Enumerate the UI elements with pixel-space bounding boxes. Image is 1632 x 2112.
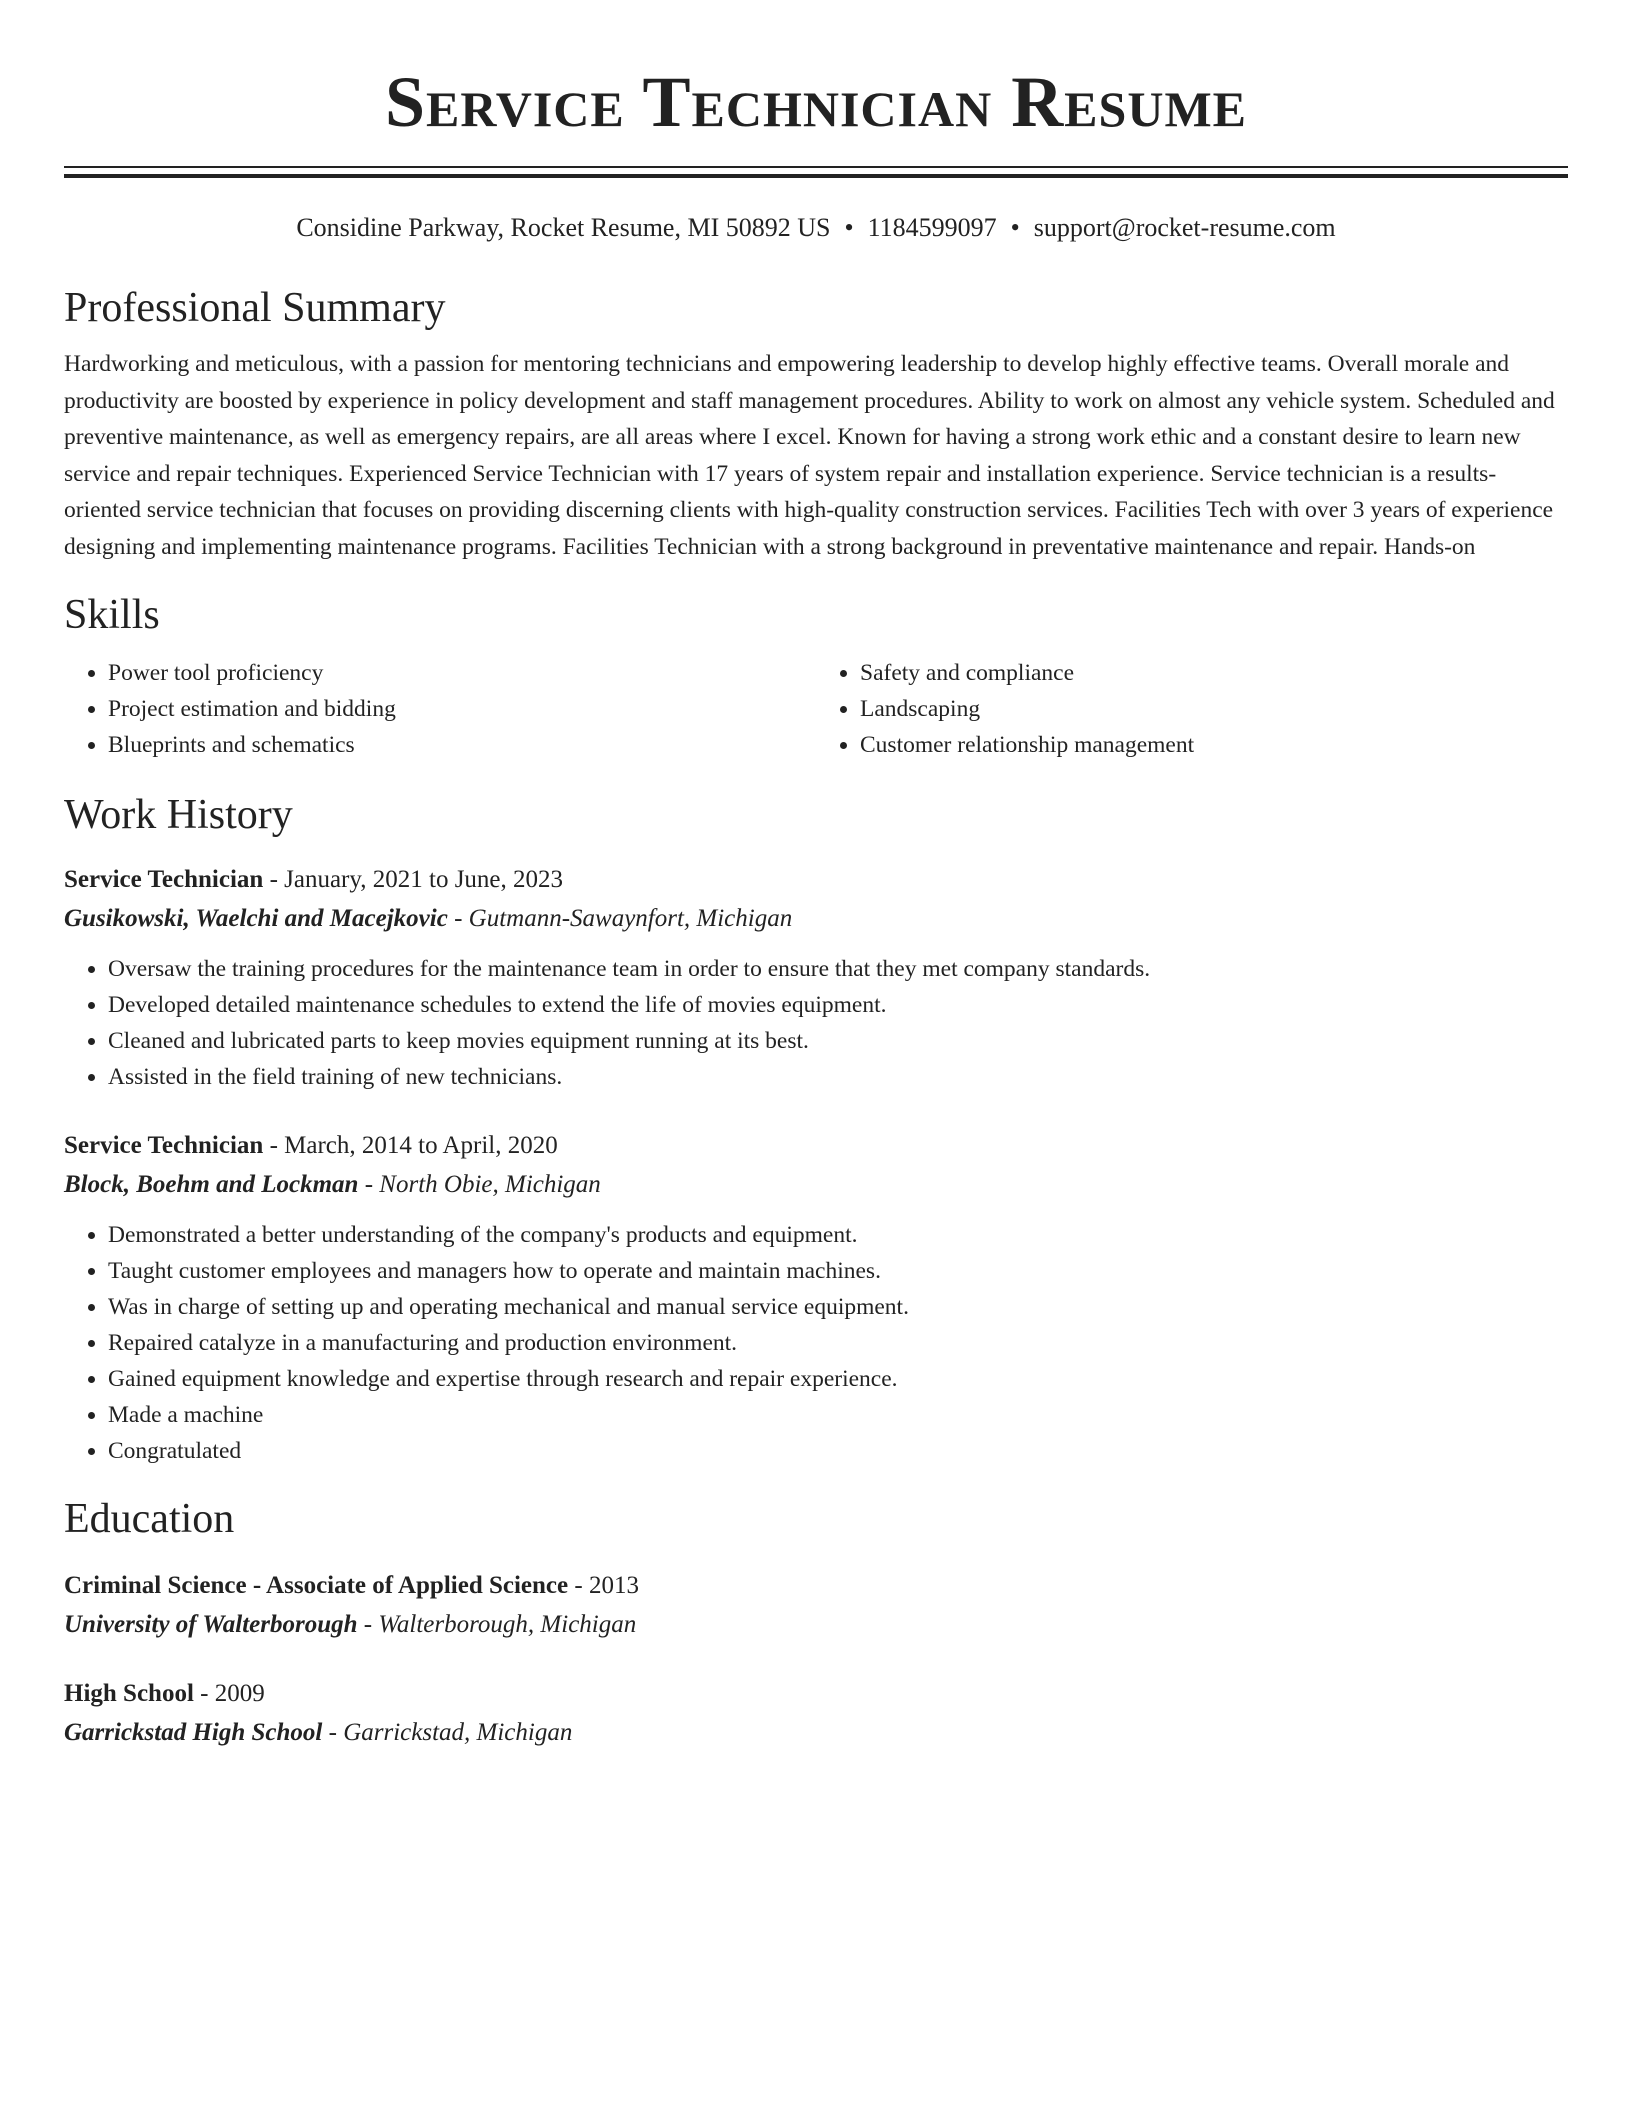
contact-address: Considine Parkway, Rocket Resume, MI 50892 US xyxy=(296,213,831,242)
summary-section xyxy=(64,280,1568,565)
skills-heading: Skills xyxy=(64,592,160,638)
job-company-line xyxy=(64,899,1568,939)
list-item: • Was in charge of setting up and operating mechanical and manual service equipment. xyxy=(108,1289,1568,1325)
skill-item: • Customer relationship management xyxy=(860,727,1568,763)
list-item: • Demonstrated a better understanding of the company's products and equipment. xyxy=(108,1217,1568,1253)
page-title: Service Technician Resume xyxy=(385,62,1247,142)
skill-item: • Project estimation and bidding xyxy=(108,691,816,727)
school-name: Garrickstad High School xyxy=(64,1719,323,1746)
list-item: • Repaired catalyze in a manufacturing and production environment. xyxy=(108,1325,1568,1361)
degree: Criminal Science - Associate of Applied Science xyxy=(64,1572,569,1599)
school-location: - Walterborough, Michigan xyxy=(357,1611,637,1638)
contact-phone: 1184599097 xyxy=(867,213,997,242)
degree: High School xyxy=(64,1680,194,1707)
list-item: • Oversaw the training procedures for the maintenance team in order to ensure that they met company standards. xyxy=(108,951,1568,987)
skill-item: • Power tool proficiency xyxy=(108,655,816,691)
job-title: Service Technician xyxy=(64,866,264,893)
job-dates: - January, 2021 to June, 2023 xyxy=(263,866,564,893)
job-entry xyxy=(64,1127,1568,1469)
skills-list-right xyxy=(816,655,1568,763)
skill-item: • Landscaping xyxy=(860,691,1568,727)
skills-columns xyxy=(64,655,1568,763)
list-item: • Made a machine xyxy=(108,1397,1568,1433)
education-entry xyxy=(64,1567,1568,1645)
education-entry xyxy=(64,1675,1568,1753)
skill-item: • Blueprints and schematics xyxy=(108,727,816,763)
education-section xyxy=(64,1491,1568,1753)
work-history-heading: Work History xyxy=(64,792,293,838)
job-dates: - March, 2014 to April, 2020 xyxy=(263,1132,558,1159)
school-line xyxy=(64,1713,1568,1753)
job-title-line xyxy=(64,861,1568,899)
title-rule-thick xyxy=(64,174,1568,178)
education-heading: Education xyxy=(64,1496,235,1542)
list-item: • Assisted in the field training of new technicians. xyxy=(108,1059,1568,1095)
list-item: • Cleaned and lubricated parts to keep movies equipment running at its best. xyxy=(108,1023,1568,1059)
contact-line xyxy=(64,210,1568,246)
skill-item: • Safety and compliance xyxy=(860,655,1568,691)
list-item: • Gained equipment knowledge and expertise through research and repair experience. xyxy=(108,1361,1568,1397)
title-rule-thin xyxy=(64,166,1568,168)
graduation-year: - 2013 xyxy=(568,1572,639,1599)
job-entry xyxy=(64,861,1568,1095)
job-company: Gusikowski, Waelchi and Macejkovic xyxy=(64,905,448,932)
contact-separator: • xyxy=(844,213,854,242)
job-duties-list xyxy=(64,951,1568,1095)
job-location: - North Obie, Michigan xyxy=(358,1171,601,1198)
school-location: - Garrickstad, Michigan xyxy=(322,1719,573,1746)
degree-line xyxy=(64,1567,1568,1605)
contact-email: support@rocket-resume.com xyxy=(1033,213,1336,242)
skills-section xyxy=(64,587,1568,763)
job-company-line xyxy=(64,1165,1568,1205)
work-history-section xyxy=(64,787,1568,1469)
job-location: - Gutmann-Sawaynfort, Michigan xyxy=(447,905,793,932)
list-item: • Congratulated xyxy=(108,1433,1568,1469)
job-company: Block, Boehm and Lockman xyxy=(64,1171,359,1198)
graduation-year: - 2009 xyxy=(193,1680,265,1707)
job-duties-list xyxy=(64,1217,1568,1469)
school-line xyxy=(64,1605,1568,1645)
job-title: Service Technician xyxy=(64,1132,264,1159)
summary-heading: Professional Summary xyxy=(64,285,446,331)
skills-list-left xyxy=(64,655,816,763)
summary-text: Hardworking and meticulous, with a passion for mentoring technicians and empowering leadership to develop highly effective teams. Overall morale and productivity are boosted by experience in policy development and staff management procedures. Ability to work on almost any vehicle system. Scheduled and preventive maintenance, as well as emergency repairs, are all areas where I excel. Known for having a strong work ethic and a constant desire to learn new service and repair techniques. Experienced Service Technician with 17 years of system repair and installation experience. Service technician is a results-oriented service technician that focuses on providing discerning clients with high-quality construction services. Facilities Tech with over 3 years of experience designing and implementing maintenance programs. Facilities Technician with a strong background in preventative maintenance and repair. Hands-on xyxy=(64,351,1555,560)
list-item: • Taught customer employees and managers how to operate and maintain machines. xyxy=(108,1253,1568,1289)
degree-line xyxy=(64,1675,1568,1713)
school-name: University of Walterborough xyxy=(64,1611,358,1638)
list-item: • Developed detailed maintenance schedules to extend the life of movies equipment. xyxy=(108,987,1568,1023)
job-title-line xyxy=(64,1127,1568,1165)
contact-separator: • xyxy=(1010,213,1020,242)
